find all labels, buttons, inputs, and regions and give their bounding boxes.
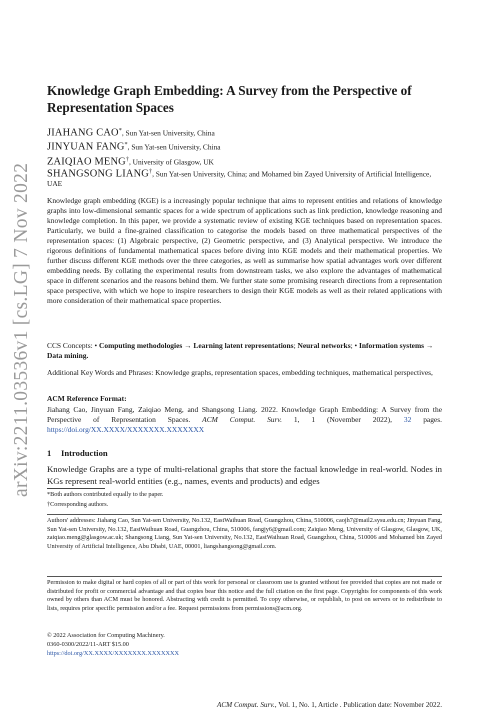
author-3: ZAIQIAO MENG†, University of Glasgow, UK (47, 156, 214, 168)
page-footer: ACM Comput. Surv., Vol. 1, No. 1, Article . Publication date: November 2022. (217, 701, 442, 709)
arxiv-stamp: arXiv:2211.03536v1 [cs.LG] 7 Nov 2022 (11, 162, 32, 497)
author-2: JINYUAN FANG*, Sun Yat-sen University, China (47, 141, 221, 153)
issn: 0360-0300/2022/11-ART $15.00 (47, 641, 129, 648)
intro-paragraph: Knowledge Graphs are a type of multi-relational graphs that store the factual knowledge in real-world. Nodes in KGs represent real-world entities (e.g., names, events and products) and edges (47, 464, 442, 486)
doi-footer (47, 650, 442, 659)
doi-link[interactable]: https://doi.org/XX.XXXX/XXXXXXX.XXXXXXX (47, 425, 205, 435)
footnote-corresponding: †Corresponding authors. (47, 501, 109, 508)
pages-link[interactable]: 32 (403, 415, 412, 425)
paper-title: Knowledge Graph Embedding: A Survey from the Perspective of Representation Spaces (47, 83, 412, 115)
divider (47, 514, 442, 515)
permission-notice: Permission to make digital or hard copies of all or part of this work for personal or classroom use is granted without fee provided that copies are not made or distributed for profit or commercial advantage and that copies bear this notice and the full citation on the first page. Copyrights for components of this work owned by others than ACM must be honored. Abstracting with credit is permitted. To copy otherwise, or republish, to post on servers or to redistribute to lists, requires prior specific permission and/or a fee. Request permissions from permissions@acm.org. (47, 579, 442, 613)
abstract: Knowledge graph embedding (KGE) is a increasingly popular technique that aims to represent entities and relations of knowledge graphs into low-dimensional semantic spaces for a wide spectrum of applications such as link prediction, knowledge reasoning and knowledge completion. In this paper, we provide a systematic review of existing KGE techniques based on representation spaces. Particularly, we build a fine-grained classification to categorise the models based on three mathematical perspectives of the representation spaces: (1) Algebraic perspective, (2) Geometric perspective, and (3) Analytical perspective. We introduce the rigorous definitions of fundamental mathematical spaces before diving into KGE models and their mathematical properties. We further discuss different KGE methods over the three categories, as well as summarise how spatial advantages work over different embedding needs. By collating the experimental results from downstream tasks, we also explore the advantages of mathematical space in different scenarios and the reasons behind them. We further state some promising research directions from a representation space perspective, with which we hope to inspire researchers to design their KGE models as well as their related applications with more consideration of their mathematical space properties. (47, 196, 442, 306)
author-list (47, 125, 442, 189)
copyright: © 2022 Association for Computing Machinery. (47, 632, 165, 639)
divider (47, 576, 442, 577)
author-addresses: Authors' addresses: Jiahang Cao, Sun Yat-sen University, No.132, EastWaihuan Road, Guangzhou, China, 510006, caojh7@mail2.sysu.edu.cn; Jinyuan Fang, Sun Yat-sen University, No.132, EastWaihuan Road, Guangzhou, China, 510006, fangjy6@gmail.com; Zaiqiao Meng, University of Glasgow, Glasgow, UK, zaiqiao.meng@glasgow.ac.uk; Shangsong Liang, Sun Yat-sen University, No.132, EastWaihuan Road, Guangzhou, China, 510006 and Mohamed bin Zayed University of Artificial Intelligence, Abu Dhabi, UAE, 00001, liangshangsong@gmail.com. (47, 517, 442, 551)
author-4: SHANGSONG LIANG†, Sun Yat-sen University, China; and Mohamed bin Zayed University of Artificial Intelligence, UAE (47, 168, 432, 189)
acm-reference: Jiahang Cao, Jinyuan Fang, Zaiqiao Meng, and Shangsong Liang. 2022. Knowledge Graph Embedding: A Survey from the Perspective of Representation Spaces. ACM Comput. Surv. 1, 1 (November 2022), 32 pages. https://doi.org/XX.XXXX/XXXXXXX.XXXXXXX (47, 405, 442, 435)
footnote-rule (47, 488, 105, 489)
keywords: Additional Key Words and Phrases: Knowledge graphs, representation spaces, embedding techniques, mathematical perspectives, (47, 368, 433, 377)
doi-footer-link[interactable]: https://doi.org/XX.XXXX/XXXXXXX.XXXXXXX (47, 650, 180, 657)
author-1: JIAHANG CAO*, Sun Yat-sen University, China (47, 127, 215, 139)
footnote-equal-contribution: *Both authors contributed equally to the paper. (47, 491, 164, 498)
section-heading: 1 Introduction (47, 448, 108, 458)
ccs-concepts: CCS Concepts: • Computing methodologies → Learning latent representations; Neural networks; • Information systems → Data mining. (47, 341, 434, 361)
acm-reference-heading: ACM Reference Format: (47, 394, 127, 403)
